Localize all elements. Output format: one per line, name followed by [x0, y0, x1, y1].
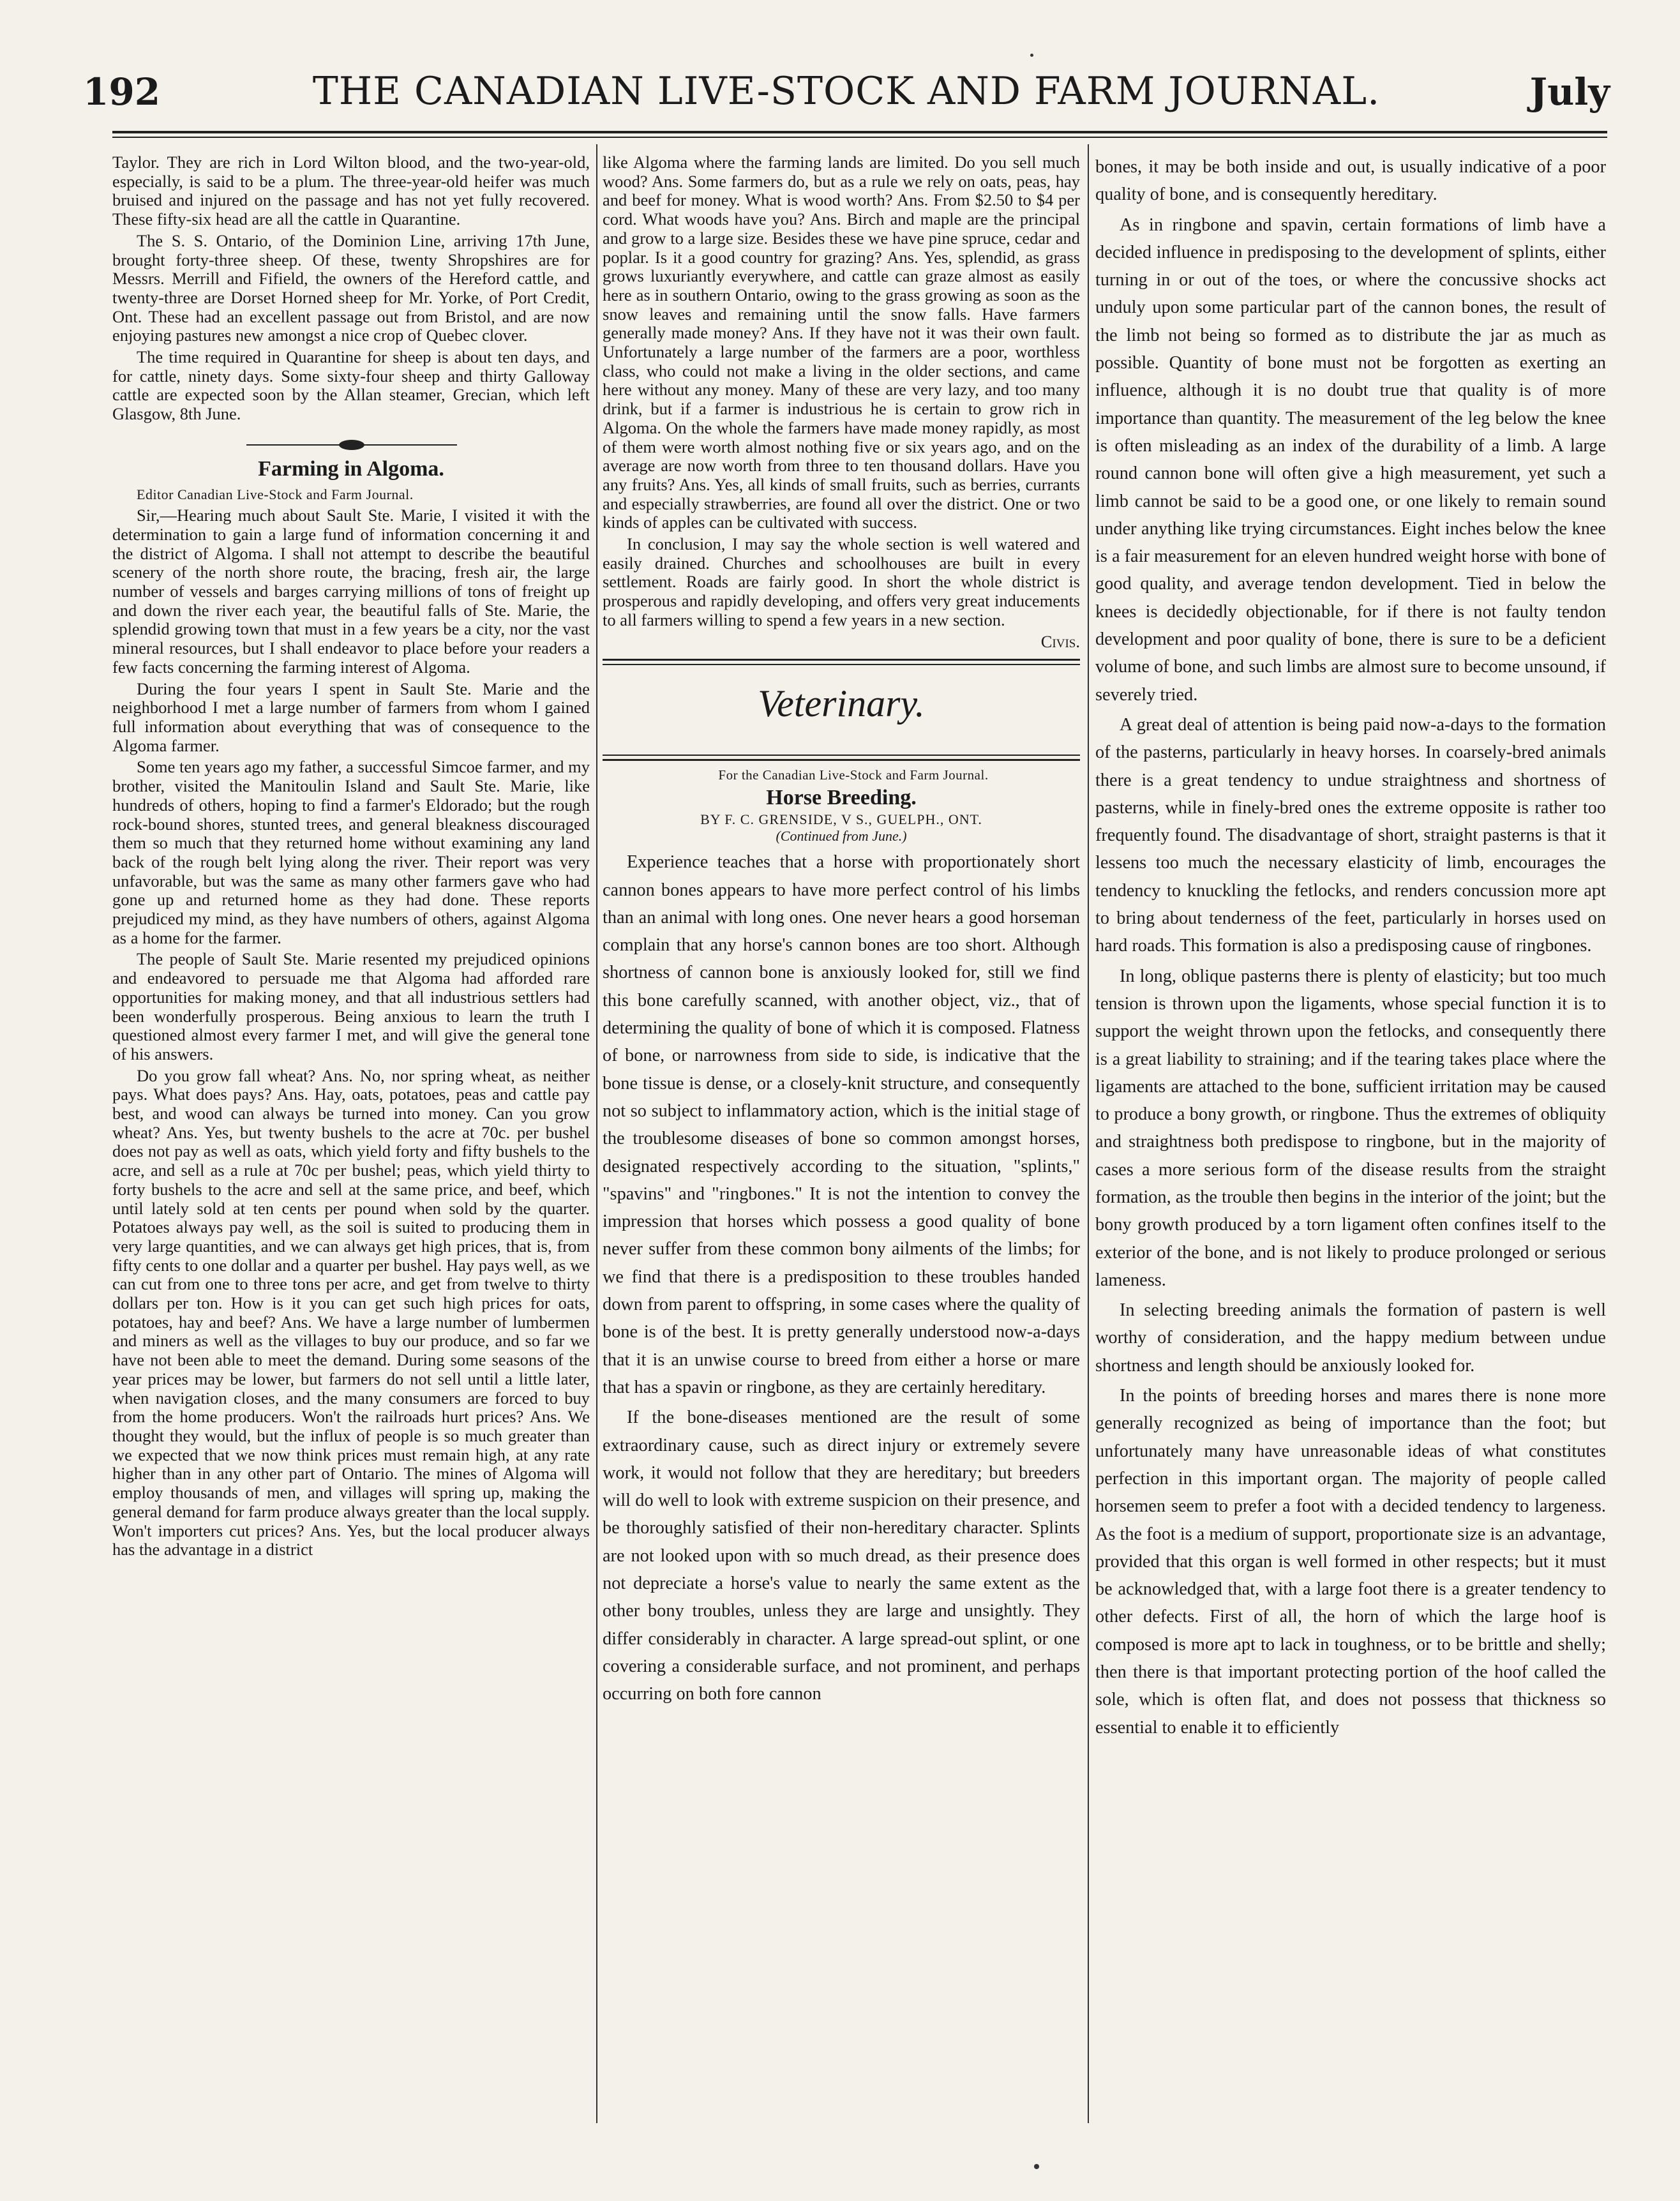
paragraph: A great deal of attention is being paid now-a-days to the formation of the pasterns, particularly in heavy horses. In coarsely-bred animals there is a great tendency to undue straightness and shortness of pasterns, while in finely-bred ones the extreme opposite is rather too frequently found. The disadvantage of short, straight pasterns is that it lessens too much the necessary elasticity of limb, encourages the tendency to knuckling the fetlocks, and renders concussion more apt to bring about tenderness of the feet, particularly in horses used on hard roads. This formation is also a predisposing cause of ringbones. — [1095, 714, 1606, 956]
paragraph: Taylor. They are rich in Lord Wilton blood, and the two-year-old, especially, is said to be a plum. The three-year-old heifer was much bruised and injured on the passage and has not yet fully recovered. These fifty-six head are all the cattle in Quarantine. — [112, 153, 590, 229]
for-line: For the Canadian Live-Stock and Farm Journal. — [718, 767, 989, 783]
header-rule — [112, 131, 1607, 133]
column-divider — [596, 144, 597, 2123]
paragraph: In conclusion, I may say the whole section is well watered and easily drained. Churches and schoolhouses are built in every settlement. Roads are fairly good. In short the whole district is prosperous and rapidly developing, and offers very great inducements to all farmers willing to spend a few years in a new section. — [603, 534, 1080, 629]
paragraph: The time required in Quarantine for sheep is about ten days, and for cattle, ninety days. Some sixty-four sheep and thirty Galloway cattle are expected soon by the Allan steamer, Grecian, which left Glasgow, 8th June. — [112, 347, 590, 424]
article-title: Horse Breeding. — [766, 786, 917, 810]
paragraph: As in ringbone and spavin, certain formations of limb have a decided influence in predisposing to the development of splints, either turning in or out of the toes, or where the concussive shocks act unduly upon some particular part of the cannon bones, the result of the limb not being so formed as to distribute the jar as much as possible. Quantity of bone must not be forgotten as exerting an influence, although it is no doubt true that quality is of more importance than quantity. The measurement of the leg below the knee is often misleading as an index of the durability of a limb. A large round cannon bone will often give a high measurement, yet such a limb cannot be said to be a good one, or one likely to remain sound under anything like trying circumstances. Eight inches below the knee is a fair measurement for an eleven hundred weight horse with bone of good quality, and average tendon development. Tied in below the knees is decidedly objectionable, for if there is not faulty tendon development and poor quality of bone, there is sure to be a deficient volume of bone, and such limbs are almost sure to become unsound, if severely tried. — [1095, 214, 1606, 705]
column-2 — [603, 153, 1080, 2126]
paragraph: The S. S. Ontario, of the Dominion Line, arriving 17th June, brought forty-three sheep. Of these, twenty Shropshires are for Messrs. Merrill and Fifield, the owners of the Hereford cattle, and twenty-three are Dorset Horned sheep for Mr. Yorke, of Port Credit, Ont. These had an excellent passage out from Bristol, and are now enjoying pastures new amongst a nice crop of Quebec clover. — [112, 230, 590, 345]
section-ornament — [112, 435, 590, 454]
paragraph: Do you grow fall wheat? Ans. No, nor spring wheat, as neither pays. What does pays? Ans. Hay, oats, potatoes, peas and cattle pay best, and wood can always be turned into money. Can you grow wheat? Ans. Yes, but twenty bushels to the acre at 70c. per bushel does not pay as well as oats, which yield forty and fifty bushels to the acre, and sell as a rule at 70c per bushel; peas, which yield thirty to forty bushels to the acre and sell at the same price, and beef, which until lately sold at ten cents per pound when sold by the quarter. Potatoes always pay well, as the soil is suited to producing them in very large quantities, and we can always get high prices, that is, from fifty cents to one dollar and a quarter per bushel. Hay pays well, as we can cut from one to three tons per acre, and get from twelve to thirty dollars per ton. How is it you can get such high prices for oats, potatoes, hay and beef? Ans. We have a large number of lumbermen and miners as well as the villages to buy our produce, and so far we have not been able to meet the demand. During some seasons of the year prices may be lower, but farmers do not sell until a little later, when navigation closes, and the many consumers are forced to buy from the home producers. Won't the railroads hurt prices? Ans. We thought they would, but the influx of people is so much greater than we expected that we now think prices must remain high, at any rate higher than in any other part of Ontario. The mines of Algoma will employ thousands of men, and villages will spring up, making the general demand for farm produce always greater than the local supply. Won't importers cut prices? Ans. Yes, but the local producer always has the advantage in a district — [112, 1065, 590, 1559]
page-header — [83, 64, 1610, 121]
print-speck — [1034, 2164, 1039, 2169]
print-speck — [1030, 54, 1033, 57]
continued-note: (Continued from June.) — [776, 828, 907, 845]
page-number: 192 — [83, 70, 161, 114]
column-3 — [1095, 153, 1606, 2126]
veterinary-title: Veterinary. — [758, 682, 925, 725]
paragraph: In selecting breeding animals the formation of pastern is well worthy of consideration, and the happy medium between undue shortness and length should be anxiously looked for. — [1095, 1300, 1606, 1376]
paragraph: bones, it may be both inside and out, is usually indicative of a poor quality of bone, and is consequently hereditary. — [1095, 157, 1606, 205]
paragraph: Sir,—Hearing much about Sault Ste. Marie, I visited it with the determination to gain a large fund of information concerning it and the district of Algoma. I shall not attempt to describe the beautiful scenery of the north shore route, the bracing, fresh air, the large number of vessels and barges carrying millions of tons of freight up and down the river each year, the beautiful falls of Ste. Marie, the splendid growing town that must in a few years be a city, nor the vast mineral resources, but I shall endeavor to place before your readers a few facts concerning the farming interest of Algoma. — [112, 506, 590, 677]
paragraph: During the four years I spent in Sault Ste. Marie and the neighborhood I met a large number of farmers from whom I gained full information about everything that was of consequence to the Algoma farmer. — [112, 679, 590, 755]
paragraph: In the points of breeding horses and mares there is none more generally recognized as being of importance than the foot; but unfortunately many have unreasonable ideas of what constitutes perfection in this important organ. The majority of people called horsemen seem to prefer a foot with a decided tendency to largeness. As the foot is a medium of support, proportionate size is an advantage, provided that this organ is well formed in other respects; but it must be acknowledged that, with a large foot there is a greater tendency to other defects. First of all, the horn of which the large hoof is composed is more apt to lack in toughness, or to be brittle and shelly; then there is that important protecting portion of the hoof called the sole, which is often flat, and does not possess that thickness so essential to enable it to efficiently — [1095, 1386, 1606, 1738]
paragraph: Experience teaches that a horse with proportionately short cannon bones appears to have more perfect control of his limbs than an animal with long ones. One never hears a good horseman complain that any horse's cannon bones are too short. Although shortness of cannon bone is anxiously looked for, still we find this bone carefully scanned, with another object, viz., that of determining the quality of bone of which it is composed. Flatness of bone, or narrowness from side to side, is indicative that the bone tissue is dense, or a closely-knit structure, and consequently not so subject to inflammatory action, which is the initial stage of the troublesome diseases of bone so common amongst horses, designated respectively according to the situation, "splints," "spavins" and "ringbones." It is not the intention to convey the impression that horses which possess a good quality of bone never suffer from these common bony ailments of the limbs; for we find that there is a predisposition to these troubles handed down from parent to offspring, in some cases where the quality of bone is of the best. It is pretty generally understood now-a-days that it is an unwise course to breed from either a horse or mare that has a spavin or ringbone, as they are certainly hereditary. — [603, 852, 1080, 1397]
paragraph: If the bone-diseases mentioned are the result of some extraordinary cause, such as direct injury or extremely severe work, it would not follow that they are hereditary; but breeders will do well to look with extreme suspicion on their presence, and be thoroughly satisfied of their non-hereditary character. Splints are not looked upon with so much dread, as their presence does not depreciate a horse's value to nearly the same extent as the other bony troubles, unless they are large and unsightly. They differ considerably in character. A large spread-out splint, or one covering a considerable surface, and not prominent, and perhaps occurring on both fore cannon — [603, 1408, 1080, 1704]
column-1 — [112, 153, 590, 2126]
byline: BY F. C. GRENSIDE, V S., GUELPH., ONT. — [700, 811, 982, 828]
editor-line: Editor Canadian Live-Stock and Farm Journal. — [137, 486, 414, 502]
veterinary-banner — [603, 659, 1080, 761]
paragraph: Some ten years ago my father, a successful Simcoe farmer, and my brother, visited the Manitoulin Island and Sault Ste. Marie, like hundreds of others, hoping to find a farmer's Eldorado; but the rough rock-bound shores, stunted trees, and general bleakness discouraged them so much that they returned home without examining any land back of the rough belt lying along the river. Their report was very unfavorable, but was the same as many other farmers gave who had gone up and returned home as they had done. These reports prejudiced my mind, as they have numbers of others, against Algoma as a home for the farmer. — [112, 757, 590, 947]
header-rule-thin — [112, 137, 1607, 138]
section-title: Farming in Algoma. — [258, 456, 444, 481]
journal-title: THE CANADIAN LIVE-STOCK AND FARM JOURNAL. — [312, 69, 1381, 114]
signature: Civis. — [1040, 631, 1080, 651]
paragraph: In long, oblique pasterns there is plenty of elasticity; but too much tension is thrown upon the ligaments, whose special function it is to support the weight thrown upon the fetlocks, and consequently there is a great liability to straining; and if the tearing takes place where the ligaments are attached to the bone, sufficient irritation may be caused to produce a bony growth, or ringbone. Thus the extremes of obliquity and straightness both predispose to ringbone, but in the majority of cases a more serious form of the disease results from the straight formation, as the trouble then begins in the interior of the joint; but the bony growth produced by a torn ligament often confines itself to the exterior of the bone, and is not likely to produce prolonged or serious lameness. — [1095, 966, 1606, 1290]
column-divider — [1088, 144, 1089, 2123]
issue-month: July — [1529, 70, 1610, 114]
paragraph: like Algoma where the farming lands are limited. Do you sell much wood? Ans. Some farmers do, but as a rule we rely on oats, peas, hay and beef for money. What is wood worth? Ans. From $2.50 to $4 per cord. What woods have you? Ans. Birch and maple are the principal and grow to a large size. Besides these we have pine spruce, cedar and poplar. Is it a good country for grazing? Ans. Yes, splendid, as grass grows luxuriantly everywhere, and cattle can graze almost as easily here as in southern Ontario, owing to the grass growing as soon as the snow leaves and remaining until the snow falls. Have farmers generally made money? Ans. If they have not it was their own fault. Unfortunately a large number of the farmers are a poor, worthless class, who could not make a living in the older sections, and came here without any money. Many of these are very lazy, and too many drink, but if a farmer is industrious he is certain to grow rich in Algoma. On the whole the farmers have made money rapidly, as most of them were worth almost nothing five or six years ago, and on the average are now worth from three to ten thousand dollars. Have you any fruits? Ans. Yes, all kinds of small fruits, such as berries, currants and especially strawberries, are found all over the district. One or two kinds of apples can be cultivated with success. — [603, 153, 1080, 532]
paragraph: The people of Sault Ste. Marie resented my prejudiced opinions and endeavored to persuade me that Algoma had afforded rare opportunities for making money, and that all industrious settlers had been wonderfully prosperous. Being anxious to learn the truth I questioned almost every farmer I met, and will give the general tone of his answers. — [112, 949, 590, 1063]
